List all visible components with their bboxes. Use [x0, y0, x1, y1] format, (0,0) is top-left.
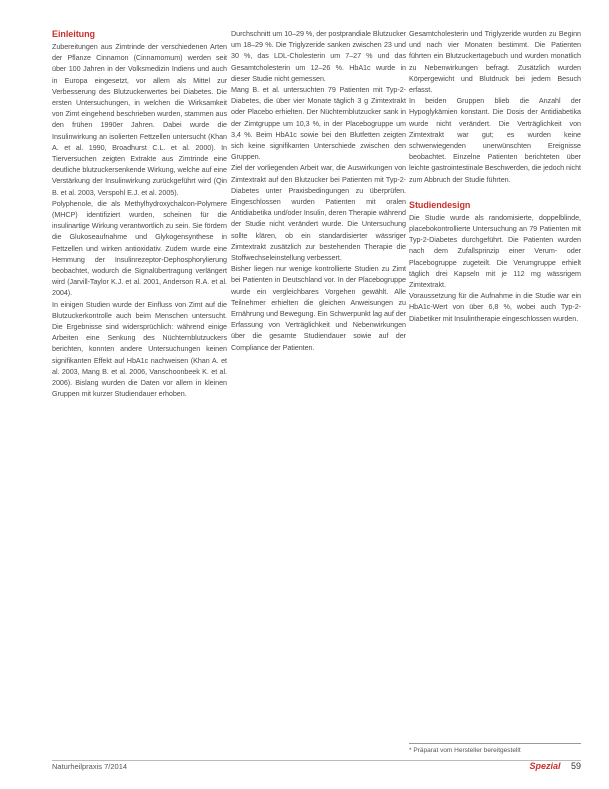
paragraph: Die Studie wurde als randomisierte, doppelblinde, placebokontrollierte Untersuchung an 79 Patienten mit Typ-2-Diabetes durchgeführt. Die Patienten wurden nach dem Zufallsprinzip einer Verum- oder Placebogruppe zugeteilt. Die Verumgruppe erhielt täglich drei Kapseln mit je 112 mg wässrigem Zimtextrakt.: [409, 212, 581, 290]
footnote: * Präparat vom Hersteller bereitgestellt: [409, 743, 581, 755]
paragraph: Mang B. et al. untersuchten 79 Patienten mit Typ-2-Diabetes, die über vier Monate täglich 3 g Zimtextrakt oder Placebo erhielten. Der Nüchternblutzucker sank in der Zimtgruppe um 10,3 %, in der Placebogruppe um 3,4 %. Beim HbA1c sowie bei den Blutfetten zeigten sich keine signifikanten Unterschiede zwischen den Gruppen.: [231, 85, 406, 162]
paragraph: Polyphenole, die als Methylhydroxychalcon-Polymere (MHCP) identifiziert wurden, scheinen für die insulinartige Wirkung verantwortlich zu sein. Sie fördern die Glukoseaufnahme und Glykogensynthese in Fettzellen und wirken antioxidativ. Zudem wurde eine Hemmung der Insulinrezeptor-Dephosphorylierung beobachtet, wodurch die Signalübertragung verlängert wird (Jarvill-Taylor K.J. et al. 2001, Anderson R.A. et al. 2004).: [52, 198, 227, 298]
paragraph: Bisher liegen nur wenige kontrollierte Studien zu Zimt bei Patienten in Deutschland vor. In der Placebogruppe wurde ein vergleichbares Vorgehen gewählt. Alle Teilnehmer erhielten die gleichen Anweisungen zu Ernährung und Bewegung. Ein Schwerpunkt lag auf der Erfassung von Verträglichkeit und Nebenwirkungen über die gesamte Studiendauer sowie auf der Compliance der Patienten.: [231, 264, 406, 352]
footer-rule: [52, 760, 581, 761]
section-heading-einleitung: Einleitung: [52, 29, 95, 39]
paragraph: Gesamtcholesterin und Triglyzeride wurden zu Beginn und nach vier Monaten bestimmt. Die Patienten führten ein Blutzuckertagebuch und wurden monatlich zu Nebenwirkungen befragt. Zusätzlich wurden Körpergewicht und Blutdruck bei jedem Besuch erfasst.: [409, 29, 581, 95]
journal-issue: Naturheilpraxis 7/2014: [52, 762, 128, 771]
page-footer: [52, 760, 581, 774]
paragraph: Voraussetzung für die Aufnahme in die Studie war ein HbA1c-Wert von über 6,8 %, wobei auch Typ-2-Diabetiker mit Insulintherapie eingeschlossen wurden.: [409, 291, 581, 323]
section-tag: Spezial: [529, 761, 561, 771]
column-1: [52, 28, 227, 400]
paragraph: Zubereitungen aus Zimtrinde der verschiedenen Arten der Pflanze Cinnamon (Cinnamomum) werden seit über 100 Jahren in der Volksmedizin Indiens und auch in Europa eingesetzt, vor allem als Mittel zur Verbesserung des Blutzuckerwertes bei Diabetes. Die ersten Untersuchungen, in welchen die Wirksamkeit von Zimt eingehend beschrieben wurden, stammen aus den frühen 1990er Jahren. Dabei wurde die Insulinwirkung an isolierten Fettzellen untersucht (Khan A. et al. 1990, Broadhurst C.L. et al. 2000). In Tierversuchen zeigten Extrakte aus Zimtrinde eine deutliche blutzuckersenkende Wirkung, welche auf eine Verstärkung der Insulinwirkung zurückgeführt wird (Qin B. et al. 2003, Verspohl E.J. et al. 2005).: [52, 42, 227, 197]
paragraph: Ziel der vorliegenden Arbeit war, die Auswirkungen von Zimtextrakt auf den Blutzucker bei Patienten mit Typ-2-Diabetes unter Praxisbedingungen zu überprüfen. Eingeschlossen wurden Patienten mit oralen Antidiabetika und/oder Insulin, deren Therapie während der Studie nicht verändert wurde. Die Untersuchung sollte klären, ob ein standardisierter wässriger Zimtextrakt zusätzlich zur bestehenden Therapie die Stoffwechseleinstellung verbessert.: [231, 163, 406, 263]
paragraph: In einigen Studien wurde der Einfluss von Zimt auf die Blutzuckerkontrolle auch beim Menschen untersucht. Die Ergebnisse sind widersprüchlich: während einige Arbeiten eine Senkung des Nüchternblutzuckers berichten, konnten andere Untersuchungen keinen signifikanten Effekt auf HbA1c nachweisen (Khan A. et al. 2003, Mang B. et al. 2006, Vanschoonbeek K. et al. 2006). Bislang wurden die Daten vor allem in kleinen Gruppen mit kurzer Studiendauer erhoben.: [52, 299, 227, 399]
section-heading-studiendesign: Studiendesign: [409, 199, 471, 210]
page-number: 59: [570, 761, 581, 771]
column-3: [409, 28, 581, 324]
column-2: [231, 28, 406, 353]
footer-right: [529, 761, 581, 771]
paragraph: Durchschnitt um 10–29 %, der postprandiale Blutzucker um 18–29 %. Die Triglyzeride sanken zwischen 23 und 30 %, das LDL-Cholesterin um 7–27 % und das Gesamtcholesterin um 12–26 %. HbA1c wurde in dieser Studie nicht gemessen.: [231, 29, 406, 83]
paragraph: In beiden Gruppen blieb die Anzahl der Hypoglykämien konstant. Die Dosis der Antidiabetika wurde nicht verändert. Die Verträglichkeit von Zimtextrakt war gut; es wurden keine schwerwiegenden unerwünschten Ereignisse beobachtet. Einzelne Patienten berichteten über leichte gastrointestinale Beschwerden, die jedoch nicht zum Abbruch der Studie führten.: [409, 96, 581, 184]
